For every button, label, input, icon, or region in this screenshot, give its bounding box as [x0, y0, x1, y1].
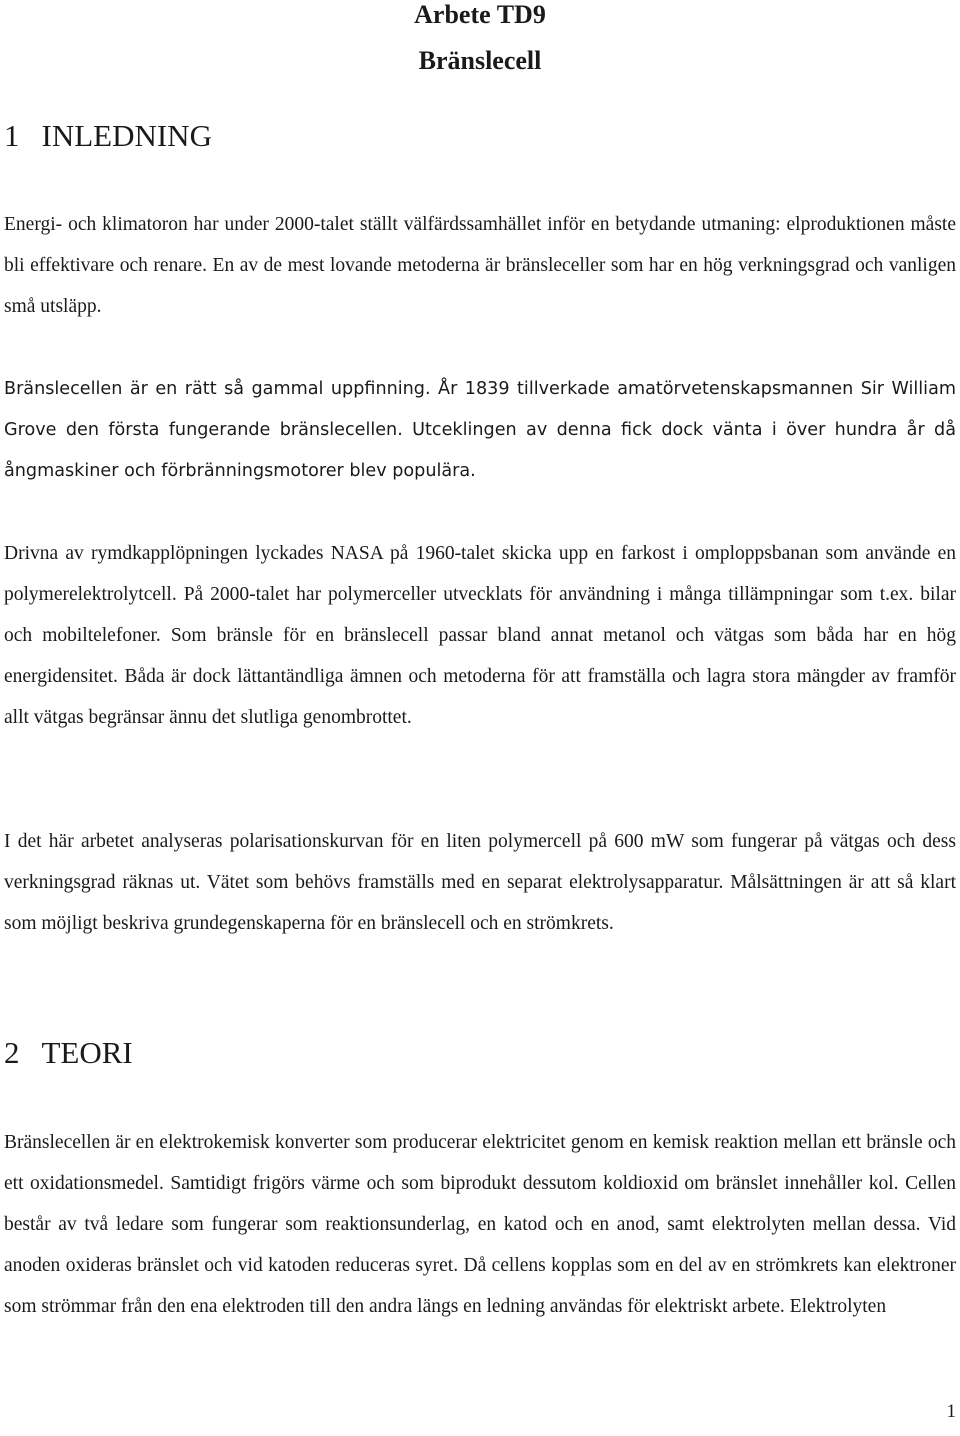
paragraph-intro-1: Energi- och klimatoron har under 2000-talet ställt välfärdssamhället inför en betydande utmaning: elproduktionen måste bli effektivare och renare. En av de mest lovande metoderna är bränsleceller som har en hög verkningsgrad och vanligen små utsläpp.	[4, 214, 956, 317]
paragraph-intro-4: I det här arbetet analyseras polarisationskurvan för en liten polymercell på 600 mW som fungerar på vätgas och dess verkningsgrad räknas ut. Vätet som behövs framställs med en separat elektrolysapparatur. Målsättningen är att så klart som möjligt beskriva grundegenskaperna för en bränslecell och en strömkrets.	[4, 831, 956, 934]
paragraph-theory-1: Bränslecellen är en elektrokemisk konverter som producerar elektricitet genom en kemisk reaktion mellan ett bränsle och ett oxidationsmedel. Samtidigt frigörs värme och som biprodukt dessutom koldioxid om bränslet innehåller kol. Cellen består av två ledare som fungerar som reaktionsunderlag, en katod och en anod, samt elektrolyten mellan dessa. Vid anoden oxideras bränslet och vid katoden reduceras syret. Då cellens kopplas som en del av en strömkrets kan elektroner som strömmar från den ena elektroden till den andra längs en ledning användas för elektriskt arbete. Elektrolyten	[4, 1132, 956, 1317]
paragraph-intro-3: Drivna av rymdkapplöpningen lyckades NASA på 1960-talet skicka upp en farkost i omploppsbanan som använde en polymerelektrolytcell. På 2000-talet har polymerceller utvecklats för användning i många tillämpningar som t.ex. bilar och mobiltelefoner. Som bränsle för en bränslecell passar bland annat metanol och vätgas som båda har en hög energidensitet. Båda är dock lättantändliga ämnen och metoderna för att framställa och lagra stora mängder av framför allt vätgas begränsar ännu det slutliga genombrottet.	[4, 543, 956, 728]
document-title: Arbete TD9	[414, 0, 546, 29]
section-title: TEORI	[41, 1035, 133, 1070]
section-heading-inledning	[4, 118, 212, 154]
section-number: 2	[4, 1035, 20, 1070]
page-number: 1	[946, 1401, 956, 1422]
paragraph-intro-2: Bränslecellen är en rätt så gammal uppfinning. År 1839 tillverkade amatörvetenskapsmannen Sir William Grove den första fungerande bränslecellen. Utceklingen av denna fick dock vänta i över hundra år då ångmaskiner och förbränningsmotorer blev populära.	[4, 379, 956, 481]
section-number: 1	[4, 118, 20, 153]
section-title: INLEDNING	[41, 118, 212, 153]
document-subtitle: Bränslecell	[418, 46, 542, 75]
section-heading-teori	[4, 1035, 133, 1071]
